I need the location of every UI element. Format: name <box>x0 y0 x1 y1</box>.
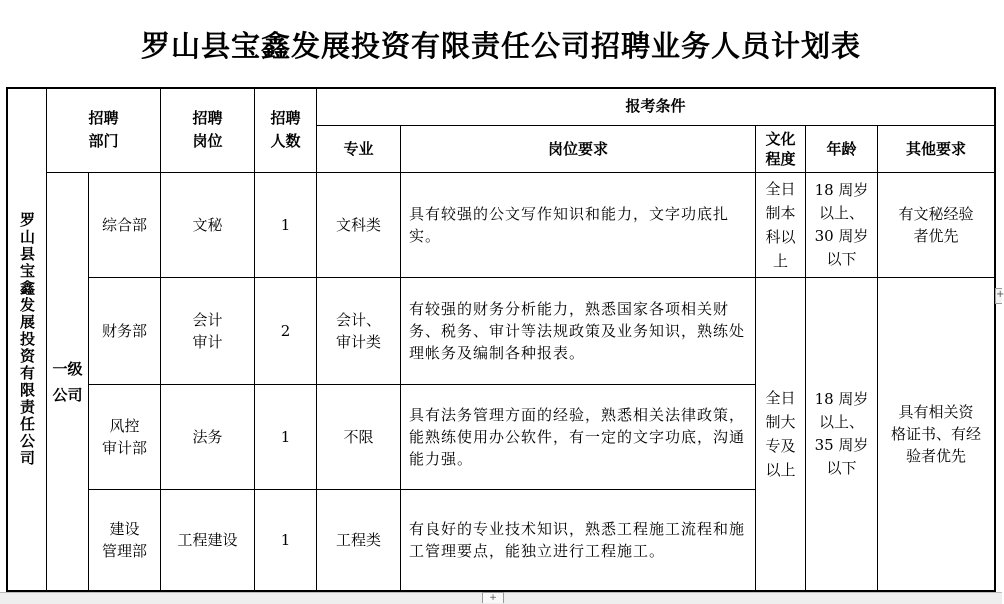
header-age: 年龄 <box>826 139 857 158</box>
row1-position: 文秘 <box>192 216 223 234</box>
header-major: 专业 <box>343 139 374 158</box>
row2-requirement: 有较强的财务分析能力，熟悉国家各项相关财务、税务、审计等法规政策及业务知识，熟练处理帐务及编制各种报表。 <box>409 300 746 362</box>
header-conditions: 报考条件 <box>625 97 686 115</box>
row4-dept: 建设 管理部 <box>101 520 147 560</box>
row4-count: 1 <box>280 531 291 549</box>
row3-major: 不限 <box>343 428 374 446</box>
header-count: 招聘 人数 <box>270 109 301 150</box>
row1-count: 1 <box>280 216 291 234</box>
company-level: 一级 公司 <box>52 360 83 404</box>
row4-requirement: 有良好的专业技术知识，熟悉工程施工流程和施工管理要点，能独立进行工程施工。 <box>409 520 746 560</box>
group2-age: 18 周岁 以上、 35 周岁 以下 <box>814 390 869 477</box>
row1-major: 文科类 <box>335 216 381 234</box>
group1-education: 全日 制本 科以 上 <box>765 180 796 270</box>
group1-other: 有文秘经验 者优先 <box>898 205 974 245</box>
row3-count: 1 <box>280 428 291 446</box>
header-education: 文化 程度 <box>765 130 796 168</box>
side-expand-handle[interactable]: + <box>995 288 1002 304</box>
header-dept: 招聘 部门 <box>88 109 119 150</box>
company-column <box>7 88 46 591</box>
bottom-expand-handle[interactable]: + <box>482 592 504 603</box>
page-title: 罗山县宝鑫发展投资有限责任公司招聘业务人员计划表 <box>140 28 861 63</box>
header-other: 其他要求 <box>905 139 966 158</box>
row3-dept: 风控 审计部 <box>101 417 147 457</box>
row2-position: 会计 审计 <box>192 311 223 351</box>
row1-dept: 综合部 <box>101 216 147 234</box>
row2-major: 会计、 审计类 <box>335 311 381 351</box>
row1-requirement: 具有较强的公文写作知识和能力，文字功底扎实。 <box>409 205 730 245</box>
header-requirements: 岗位要求 <box>547 139 608 158</box>
table-border-right <box>994 87 996 592</box>
group2-other: 具有相关资 格证书、有经 验者优先 <box>890 403 981 465</box>
group2-education: 全日 制大 专及 以上 <box>765 389 796 479</box>
row4-major: 工程类 <box>335 531 381 549</box>
row3-requirement: 具有法务管理方面的经验，熟悉相关法律政策，能熟练使用办公软件，有一定的文字功底，沟通能力强。 <box>409 406 746 468</box>
group1-age: 18 周岁 以上、 30 周岁 以下 <box>814 181 869 268</box>
row4-position: 工程建设 <box>177 531 238 549</box>
row3-position: 法务 <box>192 428 223 446</box>
row2-count: 2 <box>280 322 291 340</box>
header-position: 招聘 岗位 <box>192 109 223 150</box>
row2-dept: 财务部 <box>101 322 147 340</box>
company-name-label: 罗山县宝鑫发展投资有限责任公司 <box>18 212 36 467</box>
